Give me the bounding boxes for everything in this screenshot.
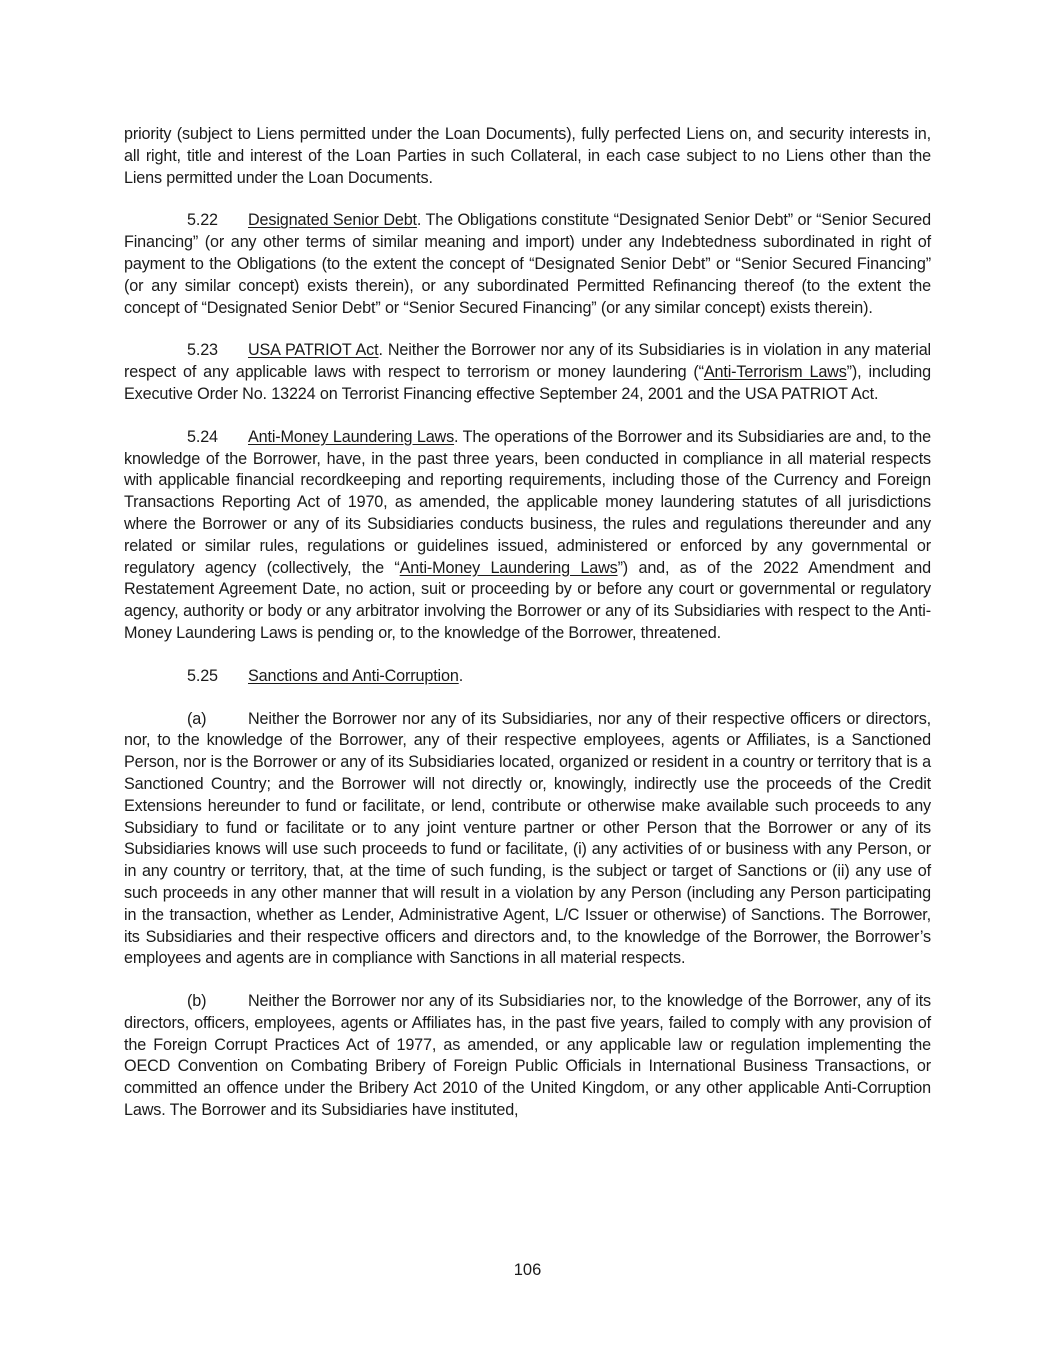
section-body: . The operations of the Borrower and its Subsidiaries are and, to the knowledge of the Borrower, have, in the past three years, been conducted in compliance in all material respects with applicable financial recordkeeping and reporting requirements, including those of the Currency and Foreign Transactions Reporting Act of 1970, as amended, the applicable money laundering statutes of all jurisdictions where the Borrower or any of its Subsidiaries conducts business, the rules and regulations thereunder and any related or similar rules, regulations or guidelines issued, administered or enforced by any governmental or regulatory agency (collectively, the “ <box>124 427 931 577</box>
intro-paragraph <box>124 124 931 189</box>
defined-term: Anti-Money Laundering Laws <box>399 558 618 577</box>
section-heading-period: . <box>458 666 464 685</box>
subsection-body: Neither the Borrower nor any of its Subsidiaries, nor any of their respective officers or directors, nor, to the knowledge of the Borrower, any of their respective employees, agents or Affiliates, is a Sanctioned Person, nor is the Borrower or any of its Subsidiaries located, organized or resident in a country or territory that is a Sanctioned Country; and the Borrower will not directly or, knowingly, indirectly use the proceeds of the Credit Extensions hereunder to fund or facilitate, or lend, contribute or otherwise make available such proceeds to any Subsidiary to fund or facilitate or to any joint venture partner or other Person that the Borrower or any of its Subsidiaries knows will use such proceeds to fund or facilitate, (i) any activities of or business with any Person, or in any country or territory, that, at the time of such funding, is the subject or target of Sanctions or (ii) any use of such proceeds in any other manner that will result in a violation by any Person (including any Person participating in the transaction, whether as Lender, Administrative Agent, L/C Issuer or otherwise) of Sanctions. The Borrower, its Subsidiaries and their respective officers and directors and, to the knowledge of the Borrower, the Borrower’s employees and agents are in compliance with Sanctions in all material respects. <box>124 709 931 968</box>
subsection-label: (b) <box>187 992 207 1011</box>
section-5-23 <box>124 340 931 405</box>
section-heading: Sanctions and Anti-Corruption <box>248 666 459 685</box>
section-5-22 <box>124 210 931 319</box>
section-5-25 <box>124 666 931 688</box>
subsection-b <box>124 991 931 1122</box>
page-number: 106 <box>513 1261 542 1279</box>
document-page <box>124 124 931 1143</box>
section-body: . The Obligations constitute “Designated Senior Debt” or “Senior Secured Financing” (or any other terms of similar meaning and import) under any Indebtedness subordinated in right of payment to the Obligations (to the extent the concept of “Designated Senior Debt” or “Senior Secured Financing” (or any similar concept) exists therein), or any subordinated Permitted Refinancing thereof (to the extent the concept of “Designated Senior Debt” or “Senior Secured Financing” (or any similar concept) exists therein). <box>124 211 932 317</box>
subsection-body: Neither the Borrower nor any of its Subsidiaries nor, to the knowledge of the Borrower, any of its directors, officers, employees, agents or Affiliates has, in the past five years, failed to comply with any provision of the Foreign Corrupt Practices Act of 1977, as amended, or any applicable law or regulation implementing the OECD Convention on Combating Bribery of Foreign Public Officials in International Business Transactions, or committed an offence under the Bribery Act 2010 of the United Kingdom, or any other applicable Anti-Corruption Laws. The Borrower and its Subsidiaries have instituted, <box>124 992 931 1120</box>
subsection-label: (a) <box>187 709 207 728</box>
section-number: 5.25 <box>187 666 218 685</box>
section-number: 5.22 <box>187 211 218 230</box>
section-5-24 <box>124 427 931 645</box>
subsection-a <box>124 709 931 971</box>
intro-text: priority (subject to Liens permitted under the Loan Documents), fully perfected Liens on, and security interests in, all right, title and interest of the Loan Parties in such Collateral, in each case subject to no Liens other than the Liens permitted under the Loan Documents. <box>124 125 931 187</box>
defined-term: Anti-Terrorism Laws <box>703 363 847 382</box>
section-number: 5.24 <box>187 427 218 446</box>
section-body-continued: ”), including Executive Order No. 13224 on Terrorist Financing effective September 24, 2001 and the USA PATRIOT Act. <box>124 363 931 403</box>
section-heading: Designated Senior Debt <box>248 211 417 230</box>
section-body: . Neither the Borrower nor any of its Subsidiaries is in violation in any material respect of any applicable laws with respect to terrorism or money laundering (“ <box>124 341 931 382</box>
section-number: 5.23 <box>187 341 218 360</box>
section-body-continued: ”) and, as of the 2022 Amendment and Restatement Agreement Date, no action, suit or proceeding by or before any court or governmental or regulatory agency, authority or body or any arbitrator involving the Borrower or any of its Subsidiaries with respect to the Anti-Money Laundering Laws is pending or, to the knowledge of the Borrower, threatened. <box>124 558 931 642</box>
section-heading: USA PATRIOT Act <box>248 341 379 360</box>
section-heading: Anti-Money Laundering Laws <box>248 427 455 446</box>
